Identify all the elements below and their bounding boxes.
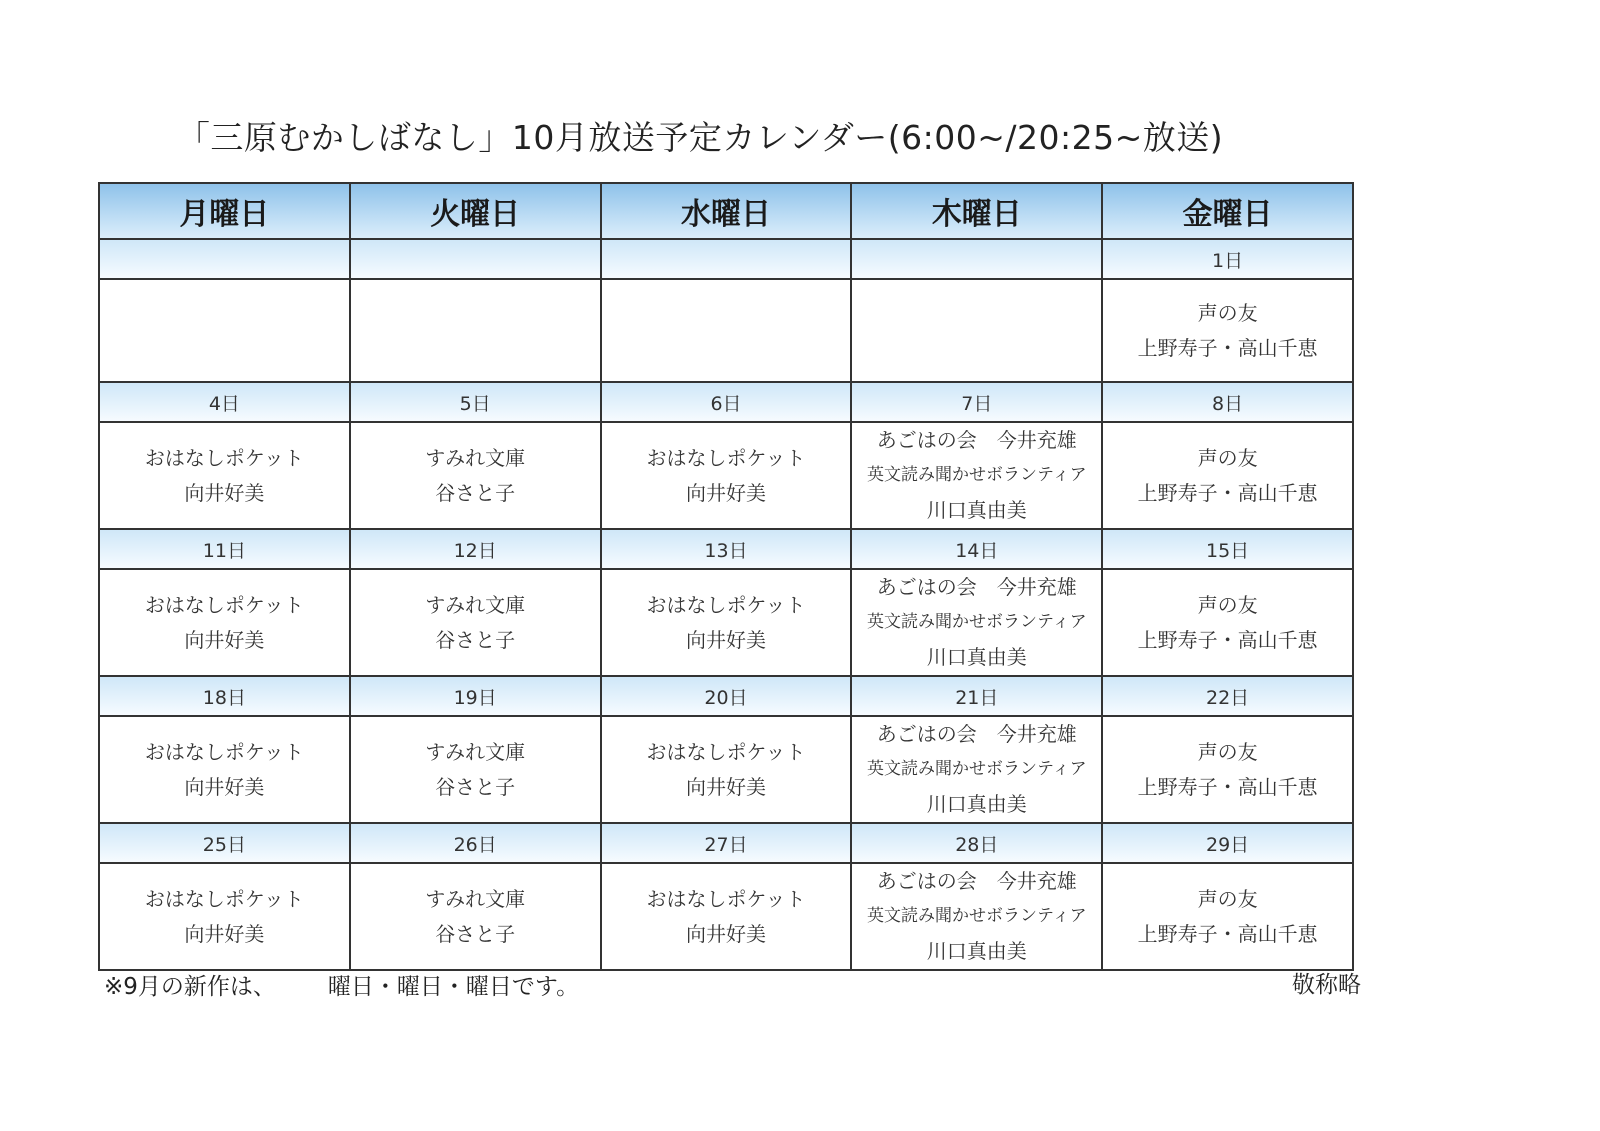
program-line: 英文読み聞かせボランティア <box>866 465 1087 485</box>
program-cell <box>601 279 852 382</box>
program-line: 谷さと子 <box>435 921 516 946</box>
program-line: おはなしポケット <box>646 445 806 470</box>
program-line: 向井好美 <box>184 480 265 505</box>
date-row <box>99 239 1353 279</box>
program-line: 川口真由美 <box>926 498 1027 522</box>
program-line: 上野寿子・高山千恵 <box>1137 335 1318 360</box>
date-row <box>99 823 1353 863</box>
date-cell: 29日 <box>1102 823 1353 863</box>
program-line: 川口真由美 <box>926 792 1027 816</box>
program-line: 英文読み聞かせボランティア <box>866 906 1087 926</box>
program-row <box>99 863 1353 970</box>
program-row <box>99 279 1353 382</box>
date-cell <box>851 239 1102 279</box>
program-line: 川口真由美 <box>926 939 1027 963</box>
program-line: 向井好美 <box>184 921 265 946</box>
program-cell <box>1102 716 1353 823</box>
page-title: 「三原むかしばなし」10月放送予定カレンダー(6:00~/20:25~放送) <box>176 118 1224 157</box>
program-cell <box>601 716 852 823</box>
program-line: 声の友 <box>1197 592 1258 617</box>
program-line: すみれ文庫 <box>425 739 526 764</box>
program-cell <box>1102 422 1353 529</box>
date-cell: 12日 <box>350 529 601 569</box>
program-line: 英文読み聞かせボランティア <box>866 612 1087 632</box>
program-line: 声の友 <box>1197 886 1258 911</box>
date-cell: 14日 <box>851 529 1102 569</box>
program-line: 向井好美 <box>685 774 766 799</box>
program-cell <box>99 863 350 970</box>
program-line: すみれ文庫 <box>425 445 526 470</box>
date-row <box>99 676 1353 716</box>
date-cell: 25日 <box>99 823 350 863</box>
program-line: 向井好美 <box>184 627 265 652</box>
weekday-wednesday: 水曜日 <box>601 183 852 239</box>
program-line: 谷さと子 <box>435 627 516 652</box>
program-line: 上野寿子・高山千恵 <box>1137 480 1318 505</box>
honorific-note: 敬称略 <box>1292 972 1361 998</box>
program-cell <box>99 279 350 382</box>
date-cell <box>99 239 350 279</box>
date-cell: 1日 <box>1102 239 1353 279</box>
date-cell <box>601 239 852 279</box>
program-line: 声の友 <box>1197 739 1258 764</box>
date-cell: 15日 <box>1102 529 1353 569</box>
program-line: 上野寿子・高山千恵 <box>1137 627 1318 652</box>
program-row <box>99 422 1353 529</box>
weekday-header-row <box>99 183 1353 239</box>
new-works-note <box>104 968 579 1001</box>
program-cell <box>1102 569 1353 676</box>
program-cell <box>851 422 1102 529</box>
program-line: おはなしポケット <box>144 592 304 617</box>
date-cell: 18日 <box>99 676 350 716</box>
program-line: 向井好美 <box>685 627 766 652</box>
program-cell <box>601 422 852 529</box>
program-line: おはなしポケット <box>646 739 806 764</box>
program-line: 谷さと子 <box>435 774 516 799</box>
date-cell: 27日 <box>601 823 852 863</box>
date-cell: 19日 <box>350 676 601 716</box>
new-works-note-suffix: 曜日・曜日・曜日です。 <box>327 974 580 1000</box>
program-line: あごはの会 今井充雄 <box>876 575 1077 599</box>
date-cell: 21日 <box>851 676 1102 716</box>
program-line: おはなしポケット <box>144 886 304 911</box>
program-line: 向井好美 <box>685 921 766 946</box>
new-works-note-prefix: ※9月の新作は、 <box>104 974 276 1000</box>
program-cell <box>851 569 1102 676</box>
program-line: 声の友 <box>1197 445 1258 470</box>
date-cell: 28日 <box>851 823 1102 863</box>
weekday-monday: 月曜日 <box>99 183 350 239</box>
program-cell <box>99 716 350 823</box>
program-line: 上野寿子・高山千恵 <box>1137 921 1318 946</box>
program-cell <box>350 422 601 529</box>
program-line: すみれ文庫 <box>425 886 526 911</box>
program-row <box>99 569 1353 676</box>
program-cell <box>350 279 601 382</box>
program-cell <box>851 279 1102 382</box>
calendar-body <box>99 239 1353 970</box>
program-cell <box>350 569 601 676</box>
date-cell: 11日 <box>99 529 350 569</box>
program-line: 上野寿子・高山千恵 <box>1137 774 1318 799</box>
program-line: あごはの会 今井充雄 <box>876 869 1077 893</box>
program-line: おはなしポケット <box>144 739 304 764</box>
date-row <box>99 382 1353 422</box>
program-cell <box>99 422 350 529</box>
weekday-thursday: 木曜日 <box>851 183 1102 239</box>
date-cell: 5日 <box>350 382 601 422</box>
date-cell: 22日 <box>1102 676 1353 716</box>
program-line: 向井好美 <box>685 480 766 505</box>
program-line: おはなしポケット <box>646 886 806 911</box>
date-cell <box>350 239 601 279</box>
program-row <box>99 716 1353 823</box>
program-line: 英文読み聞かせボランティア <box>866 759 1087 779</box>
program-line: 川口真由美 <box>926 645 1027 669</box>
date-cell: 4日 <box>99 382 350 422</box>
program-line: 向井好美 <box>184 774 265 799</box>
date-cell: 13日 <box>601 529 852 569</box>
date-cell: 26日 <box>350 823 601 863</box>
program-cell <box>350 863 601 970</box>
program-line: すみれ文庫 <box>425 592 526 617</box>
date-row <box>99 529 1353 569</box>
weekday-friday: 金曜日 <box>1102 183 1353 239</box>
program-cell <box>851 716 1102 823</box>
program-line: あごはの会 今井充雄 <box>876 428 1077 452</box>
program-line: 谷さと子 <box>435 480 516 505</box>
program-cell <box>99 569 350 676</box>
program-line: 声の友 <box>1197 300 1258 325</box>
program-line: おはなしポケット <box>144 445 304 470</box>
weekday-tuesday: 火曜日 <box>350 183 601 239</box>
program-cell <box>1102 863 1353 970</box>
date-cell: 7日 <box>851 382 1102 422</box>
program-cell <box>601 569 852 676</box>
program-cell <box>851 863 1102 970</box>
date-cell: 8日 <box>1102 382 1353 422</box>
program-cell <box>1102 279 1353 382</box>
program-cell <box>601 863 852 970</box>
program-cell <box>350 716 601 823</box>
date-cell: 6日 <box>601 382 852 422</box>
date-cell: 20日 <box>601 676 852 716</box>
program-line: おはなしポケット <box>646 592 806 617</box>
program-line: あごはの会 今井充雄 <box>876 722 1077 746</box>
schedule-calendar <box>98 182 1354 971</box>
